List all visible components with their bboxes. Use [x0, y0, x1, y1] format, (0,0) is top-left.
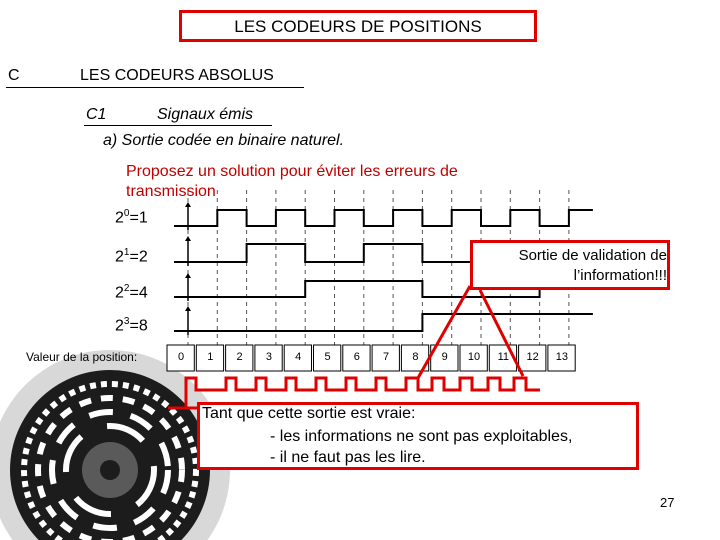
position-value-label: Valeur de la position:: [26, 350, 138, 364]
question-prompt: [126, 162, 526, 202]
subsection-underline: [84, 125, 272, 126]
position-number: 1: [207, 351, 214, 363]
position-number: 12: [526, 351, 539, 363]
position-number: 10: [467, 351, 481, 363]
bit-label-3: $2^3=8$: [115, 316, 148, 335]
note-line-3: - il ne faut pas les lire.: [270, 449, 426, 466]
validation-line-2: l’information!!!: [573, 267, 667, 284]
bit-waveform-3: [174, 314, 593, 331]
prompt-line-2: transmission: [126, 183, 216, 200]
axis-arrowhead: [185, 202, 191, 207]
item-heading: a) Sortie codée en binaire naturel.: [103, 132, 345, 149]
subsection-title: Signaux émis: [157, 106, 254, 123]
page-title: LES CODEURS DE POSITIONS: [234, 17, 482, 36]
position-number: 5: [324, 351, 331, 363]
axis-arrowhead: [185, 306, 191, 311]
section-title: LES CODEURS ABSOLUS: [80, 67, 274, 84]
bit-label-0: $2^0=1$: [115, 208, 148, 227]
position-number: 11: [497, 351, 509, 363]
position-number: 3: [265, 351, 272, 363]
validation-line-1: Sortie de validation de: [518, 247, 667, 264]
bit-waveform-0: [174, 210, 593, 226]
position-number: 2: [236, 351, 243, 363]
axis-arrowhead: [185, 236, 191, 241]
position-number: 4: [295, 351, 302, 363]
validation-callout: [473, 246, 667, 286]
note-line-2: - les informations ne sont pas exploitables,: [270, 428, 573, 445]
position-number: 9: [441, 351, 448, 363]
position-number: 7: [383, 351, 390, 363]
prompt-line-1: Proposez un solution pour éviter les erreurs de: [126, 163, 458, 180]
section-underline: [6, 87, 304, 88]
section-letter: C: [8, 67, 20, 84]
axis-arrowhead: [185, 273, 191, 278]
position-number: 0: [177, 351, 185, 363]
position-number: 6: [353, 351, 360, 363]
page-number: 27: [660, 495, 675, 510]
bit-label-2: $2^2=4$: [115, 283, 148, 302]
position-number: 13: [555, 351, 569, 363]
note-line-1: Tant que cette sortie est vraie:: [202, 405, 416, 422]
position-number: 8: [412, 351, 419, 363]
subsection-number: C1: [86, 106, 107, 123]
bit-label-1: $2^1=2$: [115, 247, 148, 266]
